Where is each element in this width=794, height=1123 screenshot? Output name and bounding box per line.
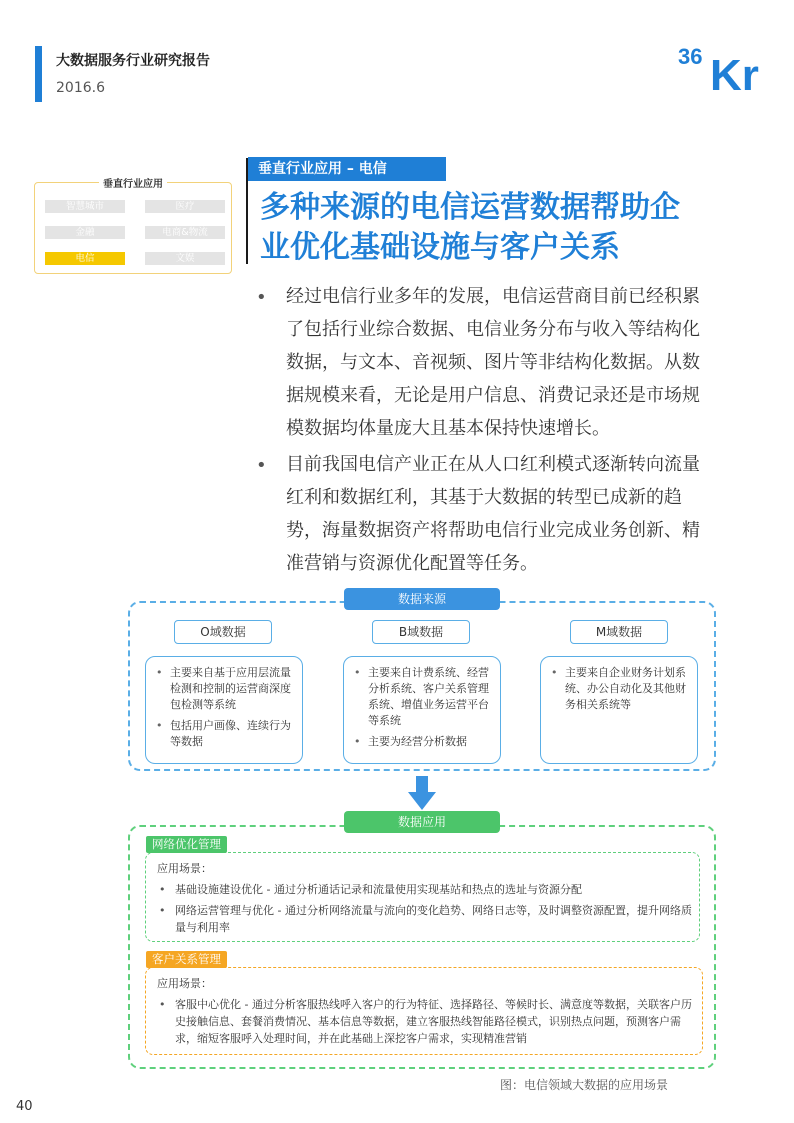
- section-tag: 垂直行业应用 – 电信: [248, 157, 446, 181]
- m-domain-item: • 主要来自企业财务计划系统、办公自动化及其他财务相关系统等: [551, 665, 689, 713]
- o-domain-card: [145, 656, 303, 764]
- b-domain-item: • 主要来自计费系统、经营分析系统、客户关系管理系统、增值业务运营平台等系统: [354, 665, 492, 729]
- customer-relation-content: [157, 975, 692, 1047]
- paragraph-1-line: 了包括行业综合数据、电信业务分布与收入等结构化: [286, 319, 700, 340]
- o-domain-item: • 包括用户画像、连续行为等数据: [156, 718, 294, 750]
- headline-line-1: 多种来源的电信运营数据帮助企: [260, 190, 680, 225]
- report-date: 2016.6: [56, 80, 105, 96]
- report-title: 大数据服务行业研究报告: [56, 53, 210, 69]
- paragraph-1-line: 据规模来看，无论是用户信息、消费记录还是市场规: [286, 385, 700, 406]
- paragraph-2: [286, 448, 722, 580]
- category-smart-city[interactable]: 智慧城市: [45, 200, 125, 213]
- m-domain-card: [540, 656, 698, 764]
- network-scene-item: • 基础设施建设优化 - 通过分析通话记录和流量使用实现基站和热点的选址与资源分配: [157, 881, 692, 898]
- data-application-title: 数据应用: [344, 811, 500, 833]
- m-domain-label: M域数据: [570, 620, 668, 644]
- network-scene-item: • 网络运营管理与优化 - 通过分析网络流量与流向的变化趋势、网络日志等，及时调整资源配置，提升网络质量与利用率: [157, 902, 692, 936]
- paragraph-1-line: 模数据均体量庞大且基本保持快速增长。: [286, 418, 610, 439]
- page-number: 40: [16, 1099, 33, 1114]
- industry-category-panel: [34, 179, 232, 274]
- network-optimization-content: [157, 860, 692, 936]
- figure-caption: 图：电信领域大数据的应用场景: [500, 1078, 669, 1092]
- b-domain-card: [343, 656, 501, 764]
- paragraph-1-line: 经过电信行业多年的发展，电信运营商目前已经积累: [286, 286, 700, 307]
- svg-text:Kr: Kr: [710, 51, 759, 96]
- category-medical[interactable]: 医疗: [145, 200, 225, 213]
- customer-scene-label: 应用场景：: [157, 977, 212, 990]
- category-finance[interactable]: 金融: [45, 226, 125, 239]
- o-domain-label: O域数据: [174, 620, 272, 644]
- category-ecommerce-logistics[interactable]: 电商&物流: [145, 226, 225, 239]
- category-entertainment[interactable]: 文娱: [145, 252, 225, 265]
- paragraph-1-line: 数据，与文本、音视频、图片等非结构化数据。从数: [286, 352, 700, 373]
- category-panel-title: 垂直行业应用: [99, 179, 167, 190]
- paragraph-2-line: 目前我国电信产业正在从人口红利模式逐渐转向流量: [286, 454, 700, 475]
- network-scene-label: 应用场景：: [157, 862, 212, 875]
- paragraph-2-line: 准营销与资源优化配置等任务。: [286, 553, 538, 574]
- network-optimization-tag: 网络优化管理: [146, 836, 227, 853]
- o-domain-item: • 主要来自基于应用层流量检测和控制的运营商深度包检测等系统: [156, 665, 294, 713]
- paragraph-2-line: 势，海量数据资产将帮助电信行业完成业务创新、精: [286, 520, 700, 541]
- customer-scene-item: • 客服中心优化 - 通过分析客服热线呼入客户的行为特征、选择路径、等候时长、满意度等数据，关联客户历史接触信息、套餐消费情况、基本信息等数据，建立客服热线智能路径模式，识别热点问题，预测客户需求，缩短客服呼入处理时间，并在此基础上深挖客户需求，实现精准营销: [157, 996, 692, 1047]
- customer-relation-tag: 客户关系管理: [146, 951, 227, 968]
- paragraph-1-bullet: •: [256, 287, 267, 308]
- paragraph-2-bullet: •: [256, 455, 267, 476]
- headline-line-2: 业优化基础设施与客户关系: [260, 230, 620, 265]
- header-accent-bar: [35, 46, 42, 102]
- b-domain-item: • 主要为经营分析数据: [354, 734, 492, 750]
- data-source-title: 数据来源: [344, 588, 500, 610]
- arrow-down-icon: [408, 776, 436, 810]
- b-domain-label: B域数据: [372, 620, 470, 644]
- brand-logo: [676, 40, 766, 96]
- section-headline: [260, 188, 730, 268]
- paragraph-1: [286, 280, 722, 445]
- category-telecom[interactable]: 电信: [45, 252, 125, 265]
- svg-text:36: 36: [678, 44, 703, 69]
- paragraph-2-line: 红利和数据红利，其基于大数据的转型已成新的趋: [286, 487, 682, 508]
